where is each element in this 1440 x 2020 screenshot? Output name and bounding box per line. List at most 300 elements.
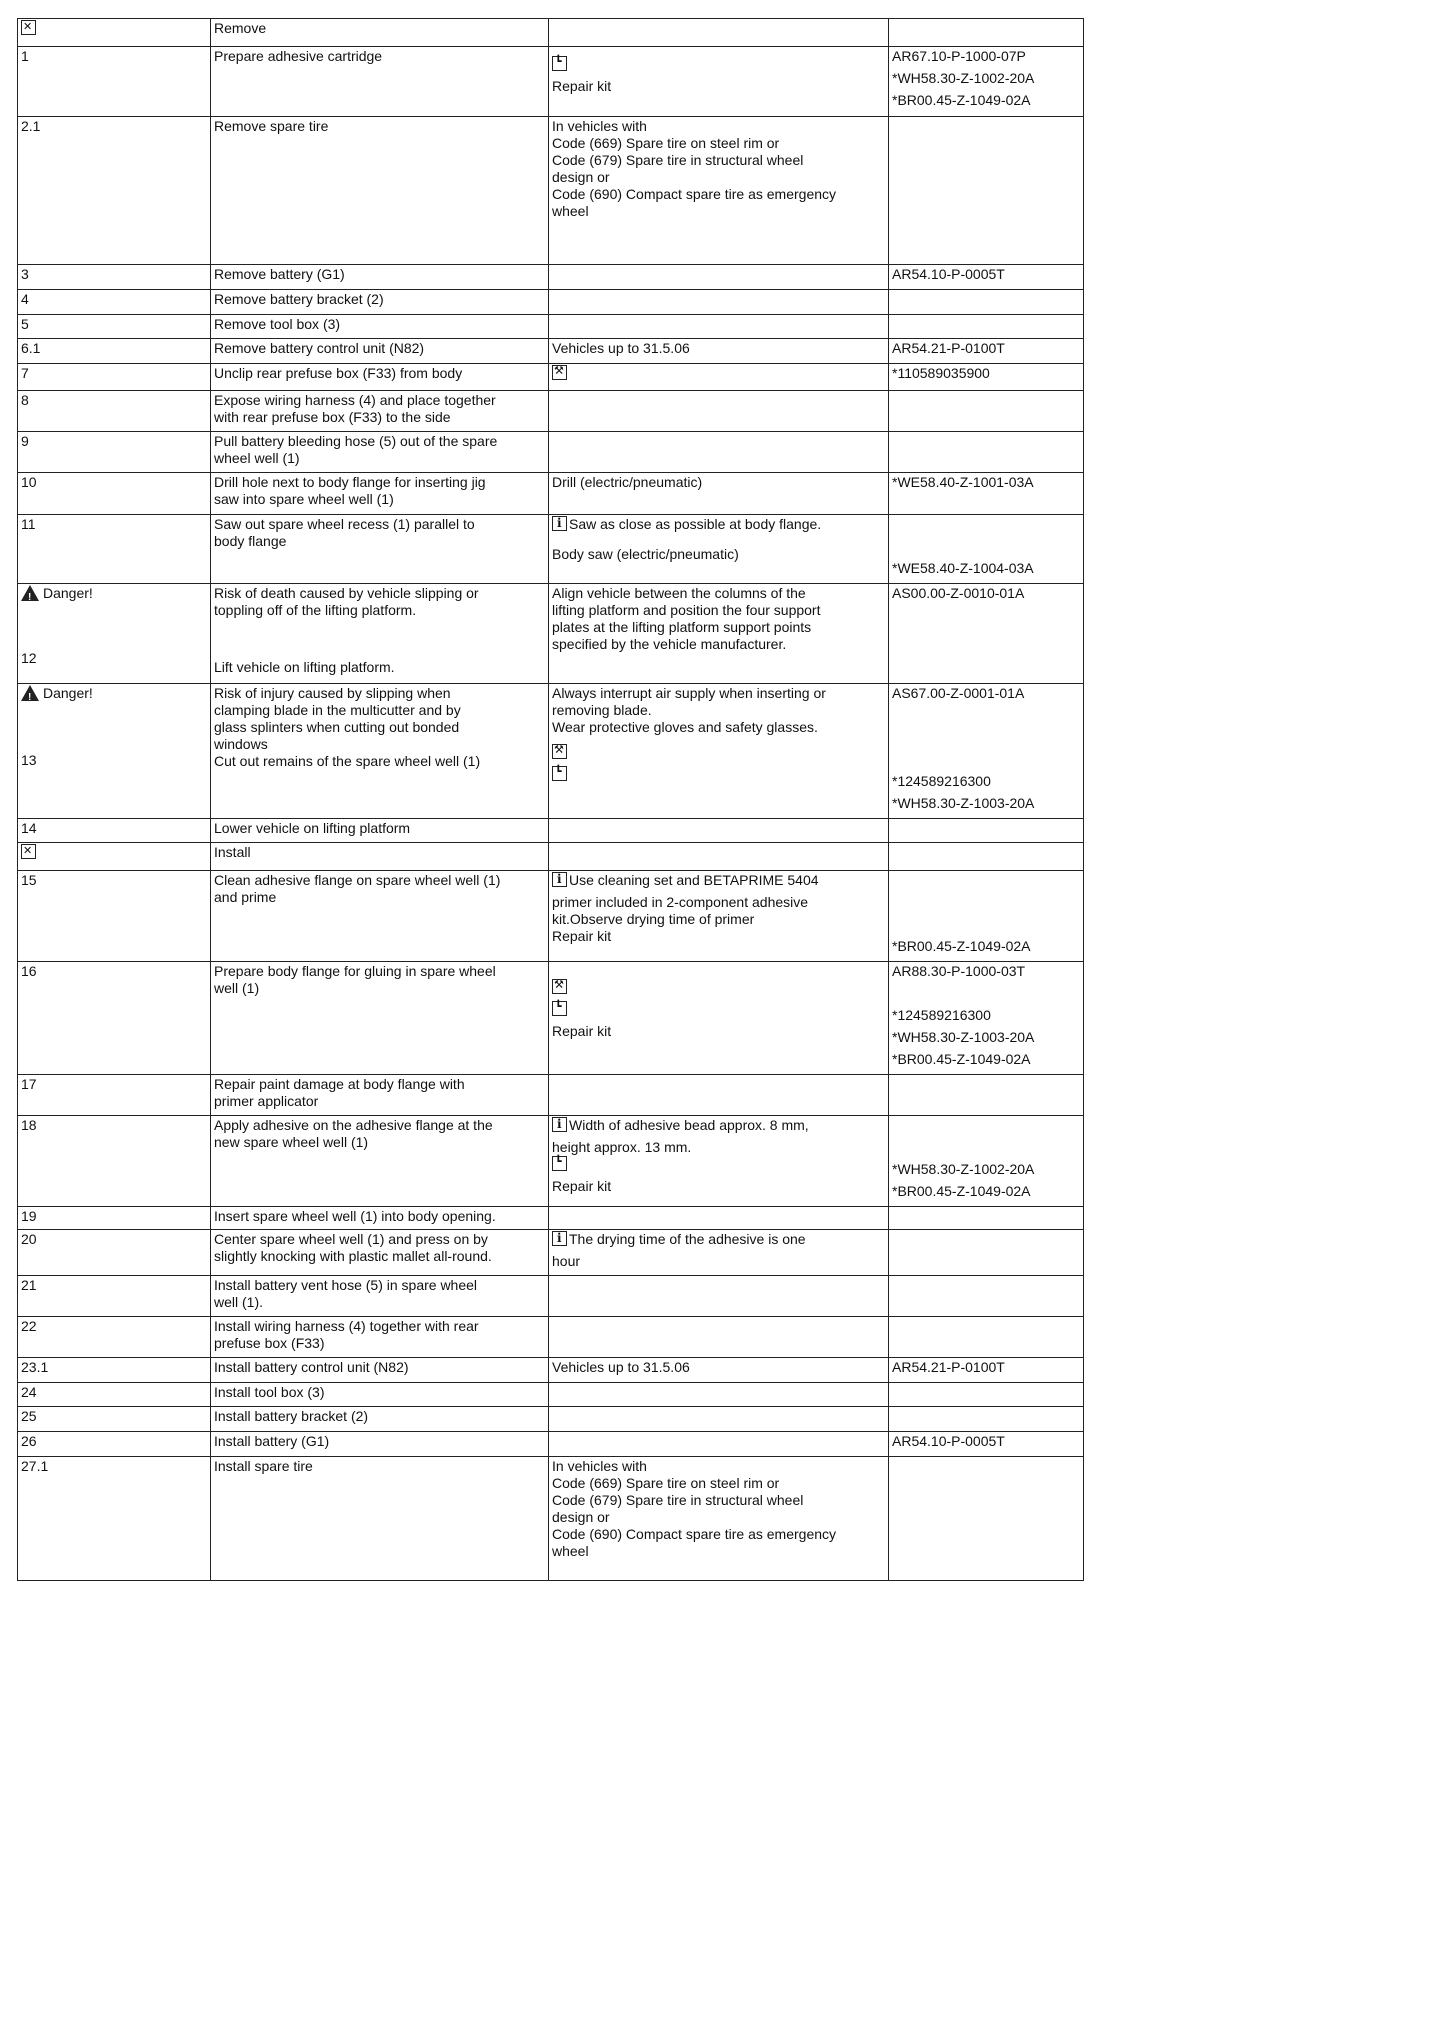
step-number: 13 bbox=[21, 752, 37, 768]
note-line bbox=[552, 135, 885, 152]
action-text: Lower vehicle on lifting platform bbox=[214, 820, 411, 836]
note-text: In vehicles with bbox=[552, 1458, 647, 1474]
step-cell bbox=[18, 1432, 211, 1457]
action-text: body flange bbox=[214, 533, 287, 549]
step-number: 7 bbox=[21, 365, 29, 381]
note-line bbox=[552, 979, 885, 1001]
action-text: well (1) bbox=[214, 980, 260, 996]
step-cell bbox=[18, 117, 211, 265]
reference-cell bbox=[889, 584, 1084, 684]
note-text: Use cleaning set and BETAPRIME 5404 bbox=[569, 872, 819, 888]
note-cell bbox=[549, 432, 889, 473]
action-cell bbox=[211, 391, 549, 432]
note-line bbox=[552, 1458, 885, 1475]
reference-cell bbox=[889, 315, 1084, 339]
action-cell bbox=[211, 364, 549, 391]
step-cell bbox=[18, 265, 211, 290]
note-text: The drying time of the adhesive is one bbox=[569, 1231, 806, 1247]
reference-code bbox=[892, 872, 1080, 894]
note-text: lifting platform and position the four support bbox=[552, 602, 821, 618]
action-text: Install battery (G1) bbox=[214, 1433, 330, 1449]
table-row bbox=[18, 117, 1084, 265]
reference-code: AR54.21-P-0100T bbox=[892, 340, 1005, 356]
note-text: Wear protective gloves and safety glasses. bbox=[552, 719, 818, 735]
action-text: Install tool box (3) bbox=[214, 1384, 325, 1400]
note-cell bbox=[549, 1383, 889, 1407]
note-cell bbox=[549, 339, 889, 364]
table-row bbox=[18, 515, 1084, 584]
special-tool-icon bbox=[552, 365, 567, 380]
step-number: 11 bbox=[21, 516, 36, 532]
step-cell bbox=[18, 962, 211, 1075]
reference-cell bbox=[889, 1407, 1084, 1432]
note-text: hour bbox=[552, 1253, 581, 1269]
action-text: slightly knocking with plastic mallet all-round. bbox=[214, 1248, 492, 1264]
action-text: Remove battery control unit (N82) bbox=[214, 340, 425, 356]
note-cell bbox=[549, 584, 889, 684]
action-text: toppling off of the lifting platform. bbox=[214, 602, 417, 618]
note-text: Align vehicle between the columns of the bbox=[552, 585, 806, 601]
step-cell bbox=[18, 391, 211, 432]
table-row bbox=[18, 962, 1084, 1075]
action-cell bbox=[211, 684, 549, 819]
reference-cell bbox=[889, 1207, 1084, 1230]
reference-cell bbox=[889, 339, 1084, 364]
note-cell bbox=[549, 47, 889, 117]
note-line bbox=[552, 1359, 885, 1376]
step-cell bbox=[18, 819, 211, 843]
reference-cell bbox=[889, 819, 1084, 843]
action-cell bbox=[211, 819, 549, 843]
action-text: saw into spare wheel well (1) bbox=[214, 491, 394, 507]
reference-code bbox=[892, 985, 1080, 1007]
reference-code: *WE58.40-Z-1001-03A bbox=[892, 474, 1034, 490]
table-row bbox=[18, 432, 1084, 473]
reference-cell bbox=[889, 1432, 1084, 1457]
reference-cell bbox=[889, 1116, 1084, 1207]
table-row bbox=[18, 1230, 1084, 1276]
reference-code: *124589216300 bbox=[892, 773, 991, 789]
step-cell bbox=[18, 1358, 211, 1383]
note-cell bbox=[549, 1407, 889, 1432]
reference-code: AR54.10-P-0005T bbox=[892, 266, 1005, 282]
step-number: 20 bbox=[21, 1231, 37, 1247]
action-text: Pull battery bleeding hose (5) out of the spare bbox=[214, 433, 498, 449]
step-number: 4 bbox=[21, 291, 29, 307]
reference-code: *WH58.30-Z-1002-20A bbox=[892, 70, 1035, 86]
procedure-rows bbox=[18, 19, 1084, 1581]
note-cell bbox=[549, 843, 889, 871]
reference-code bbox=[892, 751, 1080, 773]
step-number: 24 bbox=[21, 1384, 37, 1400]
note-cell bbox=[549, 473, 889, 515]
expand-icon bbox=[21, 20, 36, 35]
note-line bbox=[552, 911, 885, 928]
note-cell bbox=[549, 819, 889, 843]
action-text: Install spare tire bbox=[214, 1458, 313, 1474]
step-cell bbox=[18, 315, 211, 339]
action-text: wheel well (1) bbox=[214, 450, 300, 466]
reference-code: *124589216300 bbox=[892, 1007, 991, 1023]
warning-icon bbox=[21, 685, 39, 701]
table-row bbox=[18, 19, 1084, 47]
action-text: Cut out remains of the spare wheel well (1) bbox=[214, 753, 481, 769]
action-text: Remove battery bracket (2) bbox=[214, 291, 384, 307]
note-line bbox=[552, 894, 885, 911]
reference-code: *BR00.45-Z-1049-02A bbox=[892, 938, 1031, 954]
reference-cell bbox=[889, 391, 1084, 432]
step-cell bbox=[18, 843, 211, 871]
note-line bbox=[552, 546, 885, 563]
step-number: 12 bbox=[21, 650, 37, 666]
action-cell bbox=[211, 339, 549, 364]
note-text: Repair kit bbox=[552, 928, 612, 944]
action-text: Insert spare wheel well (1) into body opening. bbox=[214, 1208, 496, 1224]
action-cell bbox=[211, 265, 549, 290]
note-line bbox=[552, 1509, 885, 1526]
action-text: Clean adhesive flange on spare wheel well (1) bbox=[214, 872, 501, 888]
reference-code: *BR00.45-Z-1049-02A bbox=[892, 1183, 1031, 1199]
table-row bbox=[18, 473, 1084, 515]
note-line bbox=[552, 1543, 885, 1560]
table-row bbox=[18, 1075, 1084, 1116]
step-number: 5 bbox=[21, 316, 29, 332]
step-number: 6.1 bbox=[21, 340, 41, 356]
note-line bbox=[552, 1001, 885, 1023]
action-cell bbox=[211, 1432, 549, 1457]
action-text: and prime bbox=[214, 889, 277, 905]
table-row bbox=[18, 290, 1084, 315]
step-cell bbox=[18, 290, 211, 315]
reference-cell bbox=[889, 47, 1084, 117]
step-number: 23.1 bbox=[21, 1359, 49, 1375]
step-cell bbox=[18, 584, 211, 684]
note-line bbox=[552, 1253, 885, 1270]
reference-code: *BR00.45-Z-1049-02A bbox=[892, 1051, 1031, 1067]
action-cell bbox=[211, 47, 549, 117]
special-tool-icon bbox=[552, 744, 567, 759]
table-row bbox=[18, 265, 1084, 290]
adhesive-icon bbox=[552, 56, 567, 71]
step-number: 3 bbox=[21, 266, 29, 282]
step-number: 8 bbox=[21, 392, 29, 408]
action-text: Remove tool box (3) bbox=[214, 316, 341, 332]
note-text: Code (669) Spare tire on steel rim or bbox=[552, 135, 780, 151]
danger-label bbox=[21, 685, 207, 702]
note-text: wheel bbox=[552, 203, 589, 219]
step-cell bbox=[18, 1207, 211, 1230]
reference-code: AR54.21-P-0100T bbox=[892, 1359, 1005, 1375]
note-line bbox=[552, 685, 885, 702]
note-text: plates at the lifting platform support points bbox=[552, 619, 812, 635]
note-line bbox=[552, 1178, 885, 1195]
action-cell bbox=[211, 1116, 549, 1207]
note-line bbox=[552, 1492, 885, 1509]
reference-code bbox=[892, 707, 1080, 729]
reference-cell bbox=[889, 432, 1084, 473]
danger-label bbox=[21, 585, 207, 602]
action-text: Install bbox=[214, 844, 251, 860]
step-cell bbox=[18, 1116, 211, 1207]
action-cell bbox=[211, 1407, 549, 1432]
action-text: Prepare adhesive cartridge bbox=[214, 48, 383, 64]
note-text: kit.Observe drying time of primer bbox=[552, 911, 755, 927]
action-cell bbox=[211, 584, 549, 684]
note-text: primer included in 2-component adhesive bbox=[552, 894, 809, 910]
step-number: 9 bbox=[21, 433, 29, 449]
reference-cell bbox=[889, 290, 1084, 315]
reference-code: *WH58.30-Z-1002-20A bbox=[892, 1161, 1035, 1177]
reference-code bbox=[892, 1117, 1080, 1139]
step-number: 16 bbox=[21, 963, 37, 979]
note-cell bbox=[549, 684, 889, 819]
step-number: 21 bbox=[21, 1277, 37, 1293]
action-text: with rear prefuse box (F33) to the side bbox=[214, 409, 451, 425]
note-text: Body saw (electric/pneumatic) bbox=[552, 546, 739, 562]
note-line bbox=[552, 872, 885, 894]
action-text: Remove bbox=[214, 20, 267, 36]
note-line bbox=[552, 365, 885, 387]
reference-cell bbox=[889, 1358, 1084, 1383]
note-text: design or bbox=[552, 1509, 610, 1525]
note-line bbox=[552, 474, 885, 491]
note-text: Code (679) Spare tire in structural wheel bbox=[552, 152, 804, 168]
action-text: Unclip rear prefuse box (F33) from body bbox=[214, 365, 463, 381]
note-text: Code (690) Compact spare tire as emergency bbox=[552, 186, 837, 202]
note-cell bbox=[549, 117, 889, 265]
step-cell bbox=[18, 473, 211, 515]
reference-cell bbox=[889, 1317, 1084, 1358]
action-cell bbox=[211, 515, 549, 584]
table-row bbox=[18, 1383, 1084, 1407]
reference-cell bbox=[889, 1230, 1084, 1276]
reference-cell bbox=[889, 684, 1084, 819]
reference-code: *BR00.45-Z-1049-02A bbox=[892, 92, 1031, 108]
action-text: new spare wheel well (1) bbox=[214, 1134, 369, 1150]
danger-text: Danger! bbox=[43, 585, 93, 601]
note-line bbox=[552, 1156, 885, 1178]
action-text: Install battery vent hose (5) in spare wheel bbox=[214, 1277, 478, 1293]
note-text: In vehicles with bbox=[552, 118, 647, 134]
info-icon bbox=[552, 1231, 567, 1246]
step-number: 14 bbox=[21, 820, 37, 836]
reference-code: AS00.00-Z-0010-01A bbox=[892, 585, 1025, 601]
note-line bbox=[552, 340, 885, 357]
action-cell bbox=[211, 117, 549, 265]
reference-cell bbox=[889, 1383, 1084, 1407]
reference-code: AR88.30-P-1000-03T bbox=[892, 963, 1026, 979]
note-line bbox=[552, 118, 885, 135]
table-row bbox=[18, 47, 1084, 117]
note-line bbox=[552, 702, 885, 719]
note-cell bbox=[549, 1075, 889, 1116]
step-cell bbox=[18, 364, 211, 391]
action-cell bbox=[211, 432, 549, 473]
step-number: 19 bbox=[21, 1208, 37, 1224]
reference-code: AS67.00-Z-0001-01A bbox=[892, 685, 1025, 701]
action-cell bbox=[211, 843, 549, 871]
note-cell bbox=[549, 962, 889, 1075]
action-cell bbox=[211, 315, 549, 339]
step-cell bbox=[18, 1230, 211, 1276]
step-cell bbox=[18, 871, 211, 962]
reference-code: *WE58.40-Z-1004-03A bbox=[892, 560, 1034, 576]
table-row bbox=[18, 584, 1084, 684]
step-number: 17 bbox=[21, 1076, 37, 1092]
note-cell bbox=[549, 1457, 889, 1581]
step-number: 1 bbox=[21, 48, 29, 64]
reference-cell bbox=[889, 117, 1084, 265]
note-cell bbox=[549, 391, 889, 432]
note-cell bbox=[549, 1116, 889, 1207]
note-line bbox=[552, 1526, 885, 1543]
table-row bbox=[18, 364, 1084, 391]
table-row bbox=[18, 339, 1084, 364]
action-text: Center spare wheel well (1) and press on by bbox=[214, 1231, 488, 1247]
note-cell bbox=[549, 1207, 889, 1230]
reference-cell bbox=[889, 843, 1084, 871]
note-cell bbox=[549, 1276, 889, 1317]
table-row bbox=[18, 1358, 1084, 1383]
action-text: Prepare body flange for gluing in spare wheel bbox=[214, 963, 496, 979]
action-text: Lift vehicle on lifting platform. bbox=[214, 659, 395, 675]
note-line bbox=[552, 744, 885, 766]
note-line bbox=[552, 766, 885, 788]
note-text: Repair kit bbox=[552, 1023, 612, 1039]
action-text: glass splinters when cutting out bonded bbox=[214, 719, 460, 735]
step-cell bbox=[18, 19, 211, 47]
action-text: Install wiring harness (4) together with rear bbox=[214, 1318, 479, 1334]
table-row bbox=[18, 391, 1084, 432]
note-line bbox=[552, 56, 885, 78]
note-cell bbox=[549, 515, 889, 584]
reference-code bbox=[892, 1139, 1080, 1161]
action-text: well (1). bbox=[214, 1294, 264, 1310]
action-text: Install battery control unit (N82) bbox=[214, 1359, 409, 1375]
info-icon bbox=[552, 516, 567, 531]
step-number: 26 bbox=[21, 1433, 37, 1449]
info-icon bbox=[552, 1117, 567, 1132]
action-text: Repair paint damage at body flange with bbox=[214, 1076, 465, 1092]
adhesive-icon bbox=[552, 1001, 567, 1016]
note-cell bbox=[549, 871, 889, 962]
action-cell bbox=[211, 473, 549, 515]
note-text: Width of adhesive bead approx. 8 mm, bbox=[569, 1117, 809, 1133]
table-row bbox=[18, 819, 1084, 843]
table-row bbox=[18, 1116, 1084, 1207]
note-cell bbox=[549, 1317, 889, 1358]
note-text: wheel bbox=[552, 1543, 589, 1559]
step-cell bbox=[18, 1457, 211, 1581]
action-text: Saw out spare wheel recess (1) parallel to bbox=[214, 516, 475, 532]
note-line bbox=[552, 928, 885, 945]
adhesive-icon bbox=[552, 1156, 567, 1171]
reference-code: *110589035900 bbox=[892, 365, 990, 381]
note-text: Always interrupt air supply when inserting or bbox=[552, 685, 826, 701]
reference-code bbox=[892, 729, 1080, 751]
action-text: Remove battery (G1) bbox=[214, 266, 345, 282]
step-cell bbox=[18, 1407, 211, 1432]
note-cell bbox=[549, 290, 889, 315]
note-line bbox=[552, 1117, 885, 1139]
reference-code: *WH58.30-Z-1003-20A bbox=[892, 795, 1035, 811]
note-cell bbox=[549, 1230, 889, 1276]
note-text: removing blade. bbox=[552, 702, 652, 718]
step-cell bbox=[18, 684, 211, 819]
reference-code: AR54.10-P-0005T bbox=[892, 1433, 1005, 1449]
note-text: specified by the vehicle manufacturer. bbox=[552, 636, 787, 652]
action-text: Install battery bracket (2) bbox=[214, 1408, 369, 1424]
note-line bbox=[552, 585, 885, 602]
table-row bbox=[18, 843, 1084, 871]
note-cell bbox=[549, 265, 889, 290]
reference-code bbox=[892, 916, 1080, 938]
note-text: height approx. 13 mm. bbox=[552, 1139, 692, 1155]
reference-code: AR67.10-P-1000-07P bbox=[892, 48, 1026, 64]
note-cell bbox=[549, 19, 889, 47]
note-line bbox=[552, 1475, 885, 1492]
note-text: Code (679) Spare tire in structural wheel bbox=[552, 1492, 804, 1508]
step-number: 18 bbox=[21, 1117, 37, 1133]
info-icon bbox=[552, 872, 567, 887]
action-cell bbox=[211, 1383, 549, 1407]
action-text: Apply adhesive on the adhesive flange at the bbox=[214, 1117, 493, 1133]
reference-cell bbox=[889, 19, 1084, 47]
note-line bbox=[552, 602, 885, 619]
adhesive-icon bbox=[552, 766, 567, 781]
step-number: 27.1 bbox=[21, 1458, 49, 1474]
note-line bbox=[552, 1139, 885, 1156]
note-line bbox=[552, 636, 885, 653]
step-number: 10 bbox=[21, 474, 37, 490]
action-text: Drill hole next to body flange for inserting jig bbox=[214, 474, 486, 490]
table-row bbox=[18, 1207, 1084, 1230]
action-cell bbox=[211, 1276, 549, 1317]
note-line bbox=[552, 1023, 885, 1040]
table-row bbox=[18, 1317, 1084, 1358]
procedure-table bbox=[17, 18, 1084, 1581]
action-cell bbox=[211, 1457, 549, 1581]
reference-code bbox=[892, 538, 1080, 560]
note-text: Vehicles up to 31.5.06 bbox=[552, 340, 690, 356]
special-tool-icon bbox=[552, 979, 567, 994]
reference-cell bbox=[889, 1457, 1084, 1581]
step-number: 2.1 bbox=[21, 118, 41, 134]
reference-code bbox=[892, 516, 1080, 538]
step-cell bbox=[18, 515, 211, 584]
note-text: Saw as close as possible at body flange. bbox=[569, 516, 822, 532]
note-text: Drill (electric/pneumatic) bbox=[552, 474, 703, 490]
note-line bbox=[552, 186, 885, 203]
reference-cell bbox=[889, 1075, 1084, 1116]
step-number: 22 bbox=[21, 1318, 37, 1334]
note-text: Repair kit bbox=[552, 78, 612, 94]
action-text: clamping blade in the multicutter and by bbox=[214, 702, 461, 718]
note-line bbox=[552, 78, 885, 95]
note-text: Repair kit bbox=[552, 1178, 612, 1194]
action-cell bbox=[211, 1075, 549, 1116]
table-row bbox=[18, 684, 1084, 819]
step-cell bbox=[18, 339, 211, 364]
warning-icon bbox=[21, 585, 39, 601]
reference-cell bbox=[889, 364, 1084, 391]
action-text: Expose wiring harness (4) and place together bbox=[214, 392, 496, 408]
action-cell bbox=[211, 1358, 549, 1383]
table-row bbox=[18, 315, 1084, 339]
action-cell bbox=[211, 1317, 549, 1358]
table-row bbox=[18, 1276, 1084, 1317]
action-cell bbox=[211, 290, 549, 315]
